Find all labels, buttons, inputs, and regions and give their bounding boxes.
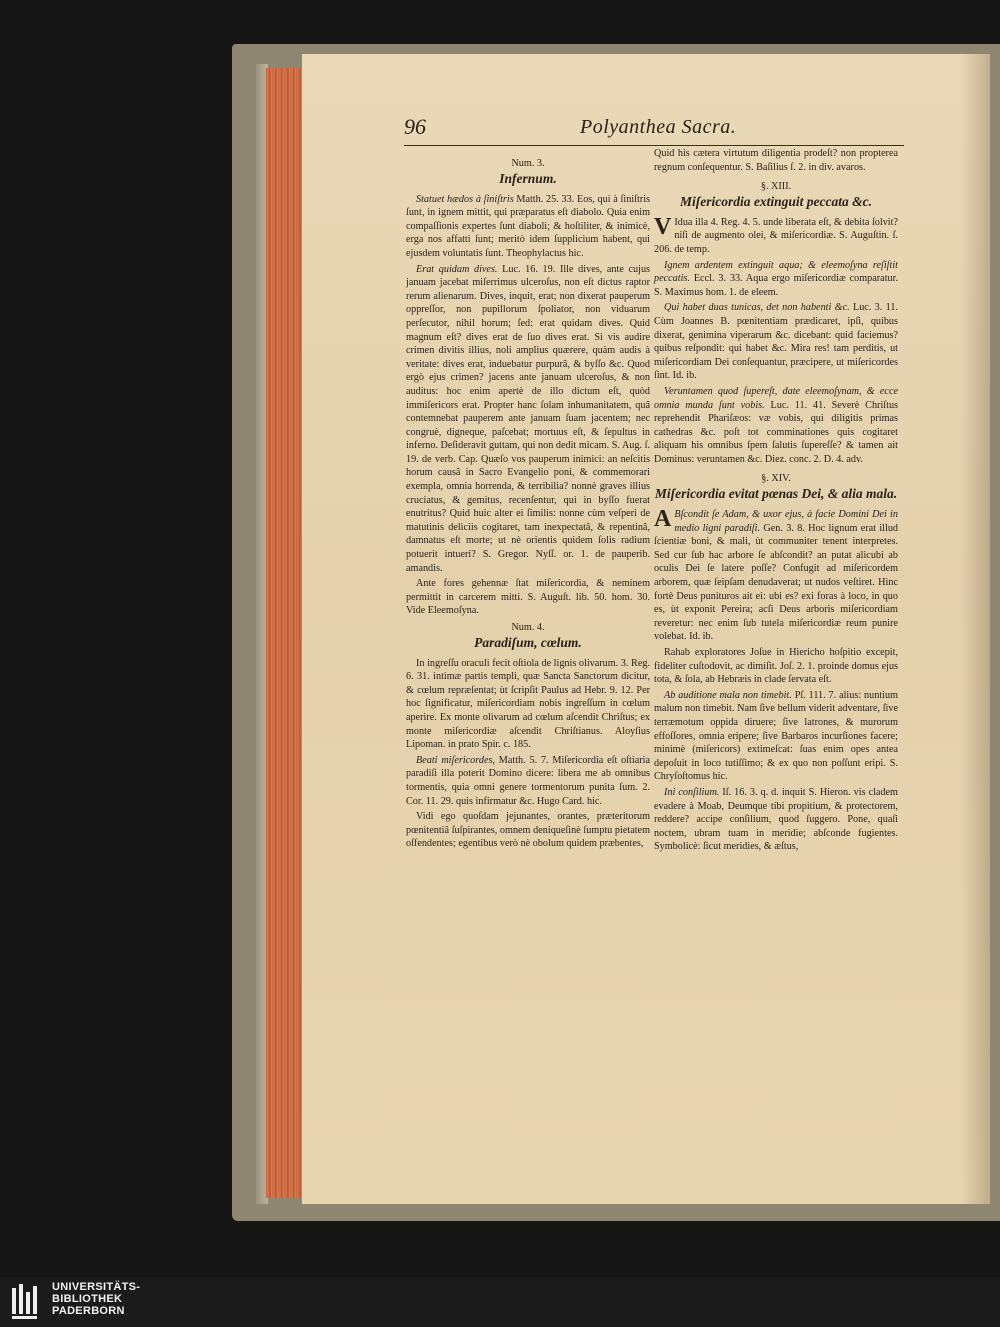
paragraph-text: Matth. 5. 7. Miſericordia eſt oſtiaria paradiſi illa poterit Domino dicere: libera me ab omnibus tormentis, quia omni genere tormentorum punita ſum. 2. Cor. 11. 29. quis infirmatur &c. Hugo Card. hic. (406, 754, 650, 807)
book-page (302, 54, 990, 1204)
paragraph-text: Luc. 11. 41. Severè Chriſtus reprehendit Phariſæos: væ vobis, qui diligitis primas cathedras &c. poſt tot comminationes quis cogitaret aliquam his omnibus ſpem ſalutis ſupereſſe? & tamen ait Dominus: veruntamen &c. Diez. conc. 2. D. 4. adv. (654, 399, 898, 465)
citation-lead: Ab auditione mala non timebit. (664, 689, 792, 701)
running-head: Polyanthea Sacra. (580, 116, 737, 138)
section-title: Miſericordia extinguit peccata &c. (680, 193, 872, 209)
citation-lead: Qui habet duas tunicas, det non habenti &c. (664, 302, 850, 314)
library-name-line: BIBLIOTHEK (52, 1293, 123, 1305)
paragraph: Ante fores gehennæ ſtat miſericordia, & neminem permittit in carcerem mitti. S. Auguſt. lib. 50. hom. 30. Vide Eleemoſyna. (406, 578, 650, 617)
paragraph-text: Iſ. 16. 3. q. d. inquit S. Hieron. vis cladem evadere à Moab, Deumque tibi propitium, & protectorem, reddere? accipe conſilium, quod ſuggero. Pone, quaſi noctem, ubram tuam in meridie; abſconde fugientes. Symbolicè: ſicut meridies, & æſtus, (654, 786, 898, 853)
library-name-line: PADERBORN (52, 1305, 125, 1317)
citation-lead: Ini conſilium. (664, 786, 720, 798)
header-rule (404, 145, 904, 146)
paragraph-text: Luc. 3. 11. Cùm Joannes B. pœnitentiam prædicaret, ipſi, quibus dixerat, genimina viperarum &c. dicebant: quid faciemus? quibus reſpondit: qui habet &c. Mira res! tam perditis, ut miſericordiam Dei conſequantur, præcipere, ut miſericordes ſint. Id. ib. (654, 302, 898, 382)
citation-lead: Veruntamen quod ſupereſt, date eleemoſynam, & ecce omnia munda ſunt vobis. (654, 385, 898, 411)
paragraph (654, 301, 898, 383)
paragraph-text: Idua illa 4. Reg. 4. 5. unde liberata eſt, & debita ſolvit? niſi de augmento olei, & miſericordiæ. S. Auguſtin. ſ. 206. de temp. (654, 216, 898, 255)
citation-lead: Ignem ardentem extinguit aqua; & eleemoſyna reſiſtit peccatis. (654, 259, 898, 285)
section-number: Num. 4. (511, 622, 545, 633)
paragraph (406, 263, 650, 576)
citation-lead: Statuet hædos à ſiniſtris (416, 193, 514, 205)
paragraph (654, 689, 898, 784)
paragraph-text: Matth. 25. 33. Eos, qui à ſiniſtris ſunt, in ignem mittit, qui præparatus eſt diabolo. Quia enim compaſſionis expertes ſunt diaboli; & hoſtiliter, & inimicè, erga nos affatti ſunt; meritò idem ſupplicium habent, qui ejusdem voluntatis ſunt. Theophylactus hic. (406, 193, 650, 259)
library-logo-icon (12, 1284, 42, 1320)
page-number: 96 (404, 114, 426, 139)
paragraph: Vidi ego quoſdam jejunantes, orantes, præteritorum pœnitentiâ ſuſpirantes, omnem deniqueſinè ſumptu pietatem oſfendentes; egentibus verò nè obolum quidem præbentes, (406, 811, 650, 850)
drop-cap: A (654, 506, 672, 533)
section-title: Miſericordia evitat pœnas Dei, & alia mala. (654, 486, 898, 502)
paragraph (406, 193, 650, 261)
citation-lead: Erat quidam dives. (416, 263, 498, 275)
citation-lead: Beati miſericordes, (416, 754, 495, 766)
library-name (52, 1281, 140, 1317)
paragraph-text: Gen. 3. 8. Hoc lignum erat illud ſcientiæ boni, & mali, ùt communiter tenent interpretes. Sed cur ſub hac arbore ſe abſcondit? an putat alicubi ab oculis Dei ſe latere poſſe? Confugit ad miſericordem arborem, quæ ſeipſam denudaverat; ut nudos veſtiret. Hinc fortè Deus punituros ait ei: ubi es? exi foras à loco, in quo es, ùt exponit Pereira; acſi Deus arboris miſericordiam reveretur: nec enim ſub tutela miſericordiæ reum punire volebat. Id. ib. (654, 522, 899, 643)
paragraph (654, 213, 898, 257)
left-column (406, 154, 650, 853)
paragraph (406, 754, 650, 808)
paragraph: In ingreſſu oraculi fecit oſtiola de lignis olivarum. 3. Reg. 6. 31. intimæ partis templi, quæ Sancta Sanctorum dicitur, & cœlum repræſentat; ùt ſcripſit Paulus ad Hebr. 9. 12. Per hoc ſignificatur, miſericordiam nobis ingreſſum in cœlum aperire. Ex monte olivarum ad cœlum aſcendit Chriſtus; ex monte miſericordiæ aſcendit Chriſtianus. Aloyſius Lipoman. in prato Spir. c. 185. (406, 657, 650, 751)
paragraph (654, 259, 898, 300)
library-footer-bar (0, 1277, 1000, 1327)
paragraph: Quid his cætera virtutum diligentia prodeſt? non propterea regnum conſequentur. S. Baſilius ſ. 2. in div. avaros. (654, 148, 898, 173)
section-number: §. XIII. (760, 181, 792, 193)
citation-lead: Bſcondit ſe Adam, & uxor ejus, à facie Domini Dei in medio ligni paradiſi. (674, 509, 898, 534)
paragraph-text: Luc. 16. 19. Ille dives, ante cujus januam jacebat miſerrimus ulceroſus, non eſt dictus raptor rerum alienarum. Dives, inquit, erat; non dixerat pauperum oppreſſor, non pupillorum ſpoliator, non viduarum perſecutor, nihil horum; ſed: erat quidam dives. Quid magnum eſt? dives erat de ſuo dives erat. Si vis audire crimen divitis illius, noli amplius quærere, quàm audis à veritate: dives erat, induebatur purpurâ, & byſſo &c. Quod ergò ejus crimen? jacens ante januam ulceroſus, & non auditus: hoc enim apertè de illo dictum eſt, quòd immiſericors erat. Propter hanc ſolam inhumanitatem, quâ contemnebat pauperem ante januam ſuam jacentem; nec congruè, digneque, paſcebat; mortuus eſt, & ſepultus in inferno. Deſideravit guttam, qui non dedit micam. S. Aug. ſ. 19. de verb. Cap. Quæſo vos pauperum inimici: an neſcitis horum causâ in Sacro Evangelio poni, & commemorari exempla, omnia horrenda, & terribilia? nonnè graves illius cruciatus, & gemitus, recenſentur, qui in byſſo fuerat enutritus? Quid huic alter ei ſimilis: nonne cùm veſperi de matutinis deliciis cogitaret, tam inexpectatâ, & repentinâ, damnatus eſt morte; ut nè orientis quidem ſolis radium potuerit intueri? S. Gregor. Nyſſ. or. 1. de pauperib. amandis. (406, 263, 651, 574)
paragraph (654, 385, 898, 467)
section-number: Num. 3. (511, 158, 545, 169)
section-title: Paradiſum, cœlum. (474, 634, 582, 650)
paragraph-text: Eccl. 3. 33. Aqua ergo miſericordiæ comparatur. S. Maximus hom. 1. de eleem. (654, 273, 898, 298)
library-name-line: UNIVERSITÄTS- (52, 1281, 141, 1293)
paragraph-text: Pſ. 111. 7. alius: nuntium malum non timebit. Nam ſive bellum viderit adventare, ſive terræmotum oppida diruere; ſive latrones, & murorum effoſſores, omnia eripere; ſive Barbaros incurſiones facere; minimè (miſericors) extimeſcat: ſuas enim opes antea depoſuit in loco tutiſſimo; & ex quo non poſſunt eripi. S. Chryſoſtomus hic. (654, 689, 898, 783)
red-page-edges (266, 68, 306, 1198)
section-title: Infernum. (499, 170, 557, 186)
paragraph (654, 786, 898, 854)
section-number: §. XIV. (761, 473, 791, 485)
drop-cap: V (654, 213, 672, 240)
paragraph: Rahab exploratores Joſue in Hiericho hoſpitio excepit, fideliter cuſtodovit, ac dimiſit. Joſ. 2. 1. proinde domus ejus tota, & ſola, ab Hebræis in clade ſervata eſt. (654, 647, 898, 686)
paragraph (654, 508, 898, 644)
right-column (654, 147, 898, 856)
